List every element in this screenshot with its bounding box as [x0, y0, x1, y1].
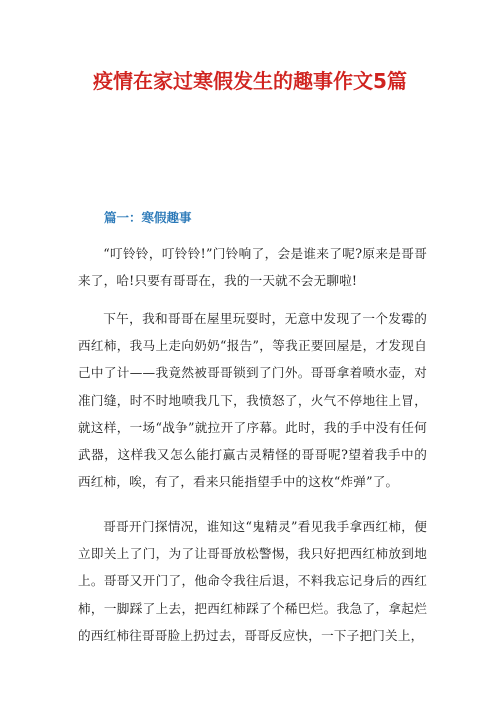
section-heading: 篇一：寒假趣事 [104, 210, 192, 225]
document-title: 疫情在家过寒假发生的趣事作文5篇 [93, 69, 407, 93]
paragraph-1: “叮铃铃，叮铃铃!”门铃响了，会是谁来了呢?原来是哥哥来了，哈!只要有哥哥在，我的一天就不会无聊啦! [78, 246, 427, 289]
paragraph-3: 哥哥开门探情况，谁知这“鬼精灵”看见我手拿西红柿，便立即关上了门，为了让哥哥放松警惕，我只好把西红柿放到地上。哥哥又开门了，他命令我往后退，不料我忘记身后的西红柿，一脚踩了上去，把西红柿踩了个稀巴烂。我急了，拿起烂的西红柿往哥哥脸上扔过去，哥哥反应快，一下子把门关上， [78, 519, 427, 643]
paragraph-2: 下午，我和哥哥在屋里玩耍时，无意中发现了一个发霉的西红柿，我马上走向奶奶“报告”，等我正要回屋是，才发现自己中了计——我竟然被哥哥锁到了门外。哥哥拿着喷水壶，对准门缝，时不时地喷我几下，我愤怒了，火气不停地往上冒，就这样，一场“战争”就拉开了序幕。此时，我的手中没有任何武器，这样我又怎么能打赢古灵精怪的哥哥呢?望着我手中的西红柿，唉，有了，看来只能指望手中的这枚“炸弹”了。 [78, 311, 427, 490]
